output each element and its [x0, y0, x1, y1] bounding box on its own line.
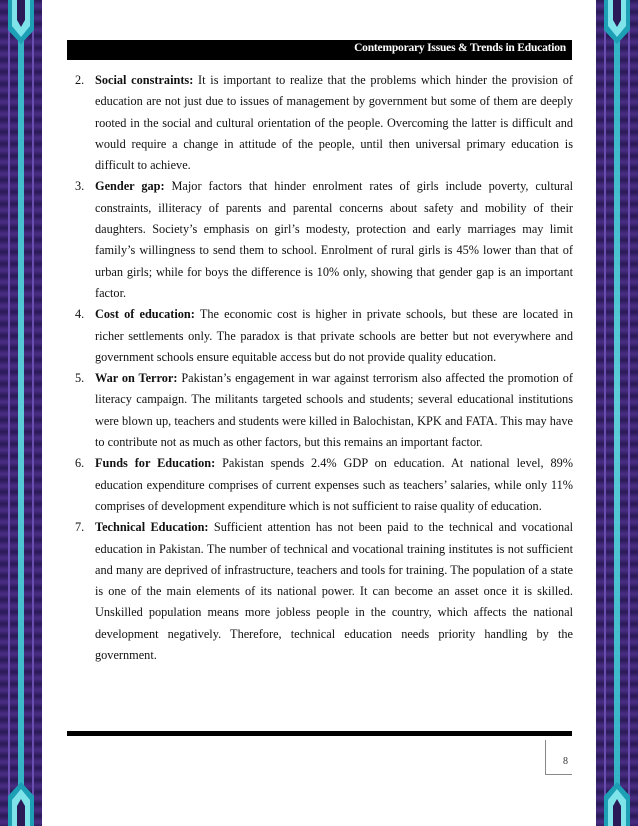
item-number: 7.: [75, 520, 85, 535]
item-text: Major factors that hinder enrolment rates of girls include poverty, cultural constraints, illiteracy of parents and parental concerns about safety and mobility of their daughters. Society’s emphasis on girl’s modesty, protection and early marriages may limit family’s willingness to send them to school. Enrolment of rural girls is 45% lower than that of urban girls; while for boys the difference is 10% only, showing that gender gap is an important factor.: [95, 179, 573, 300]
item-term: Technical Education:: [95, 520, 209, 535]
ornament-icon: [602, 780, 632, 826]
list-item: [66, 176, 573, 304]
numbered-list: [66, 70, 573, 666]
list-item: [66, 517, 573, 666]
ornament-icon: [602, 0, 632, 46]
item-text: Pakistan’s engagement in war against terrorism also affected the promotion of literacy campaign. The militants targeted schools and students; several educational institutions were blown up, teachers and students were killed in Balochistan, KPK and FATA. This may have to contribute not as much as other factors, but this remains an important factor.: [95, 371, 573, 450]
item-number: 2.: [75, 73, 85, 87]
item-number: 6.: [75, 456, 85, 471]
footer-bar: [67, 731, 572, 736]
page-number-box: [545, 740, 572, 775]
list-item: [66, 304, 573, 368]
item-term: Gender gap:: [95, 179, 165, 194]
item-term: War on Terror:: [95, 371, 178, 386]
list-item: [66, 453, 573, 517]
item-number: 3.: [75, 179, 85, 194]
ornament-icon: [6, 780, 36, 826]
item-term: Social constraints:: [95, 73, 194, 87]
item-term: Cost of education:: [95, 307, 195, 322]
item-text: It is important to realize that the problems which hinder the provision of education are not just due to issues of management by government but some of them are deeply rooted in the social and cultural orientation of the people. Overcoming the latter is difficult and would require a change in attitude of the people, until then universal primary education is difficult to achieve.: [95, 73, 573, 173]
list-item: [66, 70, 573, 176]
item-term: Funds for Education:: [95, 456, 216, 471]
item-text: Sufficient attention has not been paid to the technical and vocational education in Pakistan. The number of technical and vocational training institutes is not sufficient and many are deprived of infrastructure, teachers and tools for training. The population of a state is one of the main elements of its national power. It can become an asset once it is skilled. Unskilled population means more jobless people in the country, which affects the national development negatively. Therefore, technical education needs priority handling by the government.: [95, 520, 573, 663]
header-title: Contemporary Issues & Trends in Education: [354, 42, 566, 54]
document-body: [66, 70, 573, 666]
item-number: 5.: [75, 371, 85, 386]
item-number: 4.: [75, 307, 85, 322]
item-text: The economic cost is higher in private schools, but these are located in richer settlements only. The paradox is that private schools are better but not everywhere and government schools ensure equitable access but do not provide quality education.: [95, 307, 574, 364]
list-item: [66, 368, 573, 453]
item-text: Pakistan spends 2.4% GDP on education. At national level, 89% education expenditure comprises of current expenses such as teachers’ salaries, while only 11% comprises of development expenditure which is not sufficient to raise quality of education.: [95, 456, 574, 513]
right-decorative-border: [596, 0, 638, 826]
ornament-icon: [6, 0, 36, 46]
header-bar: [67, 40, 572, 60]
left-decorative-border: [0, 0, 42, 826]
page-number: 8: [563, 756, 568, 767]
